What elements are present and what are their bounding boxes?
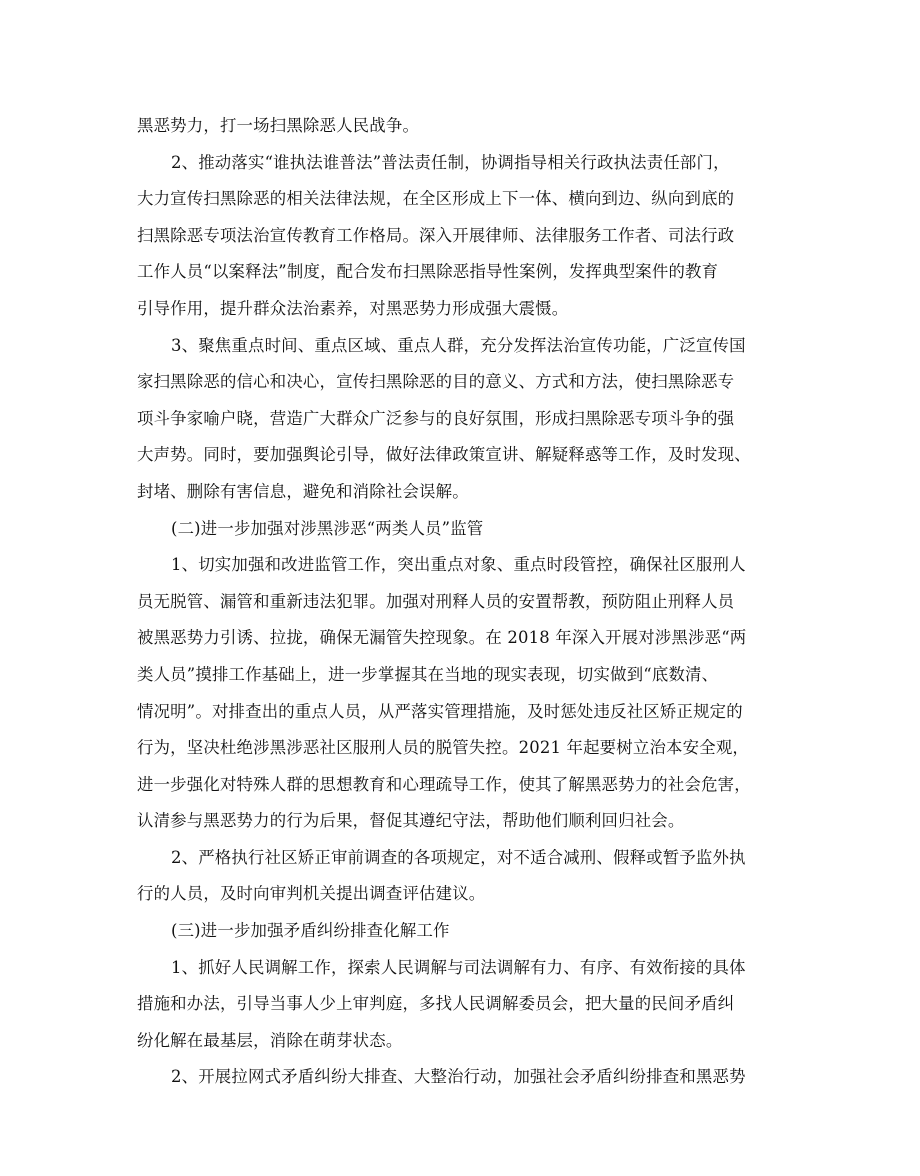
text-line: 类人员”摸排工作基础上，进一步掌握其在当地的现实表现，切实做到“底数清、	[137, 664, 719, 684]
text-line: 措施和办法，引导当事人少上审判庭，多找人民调解委员会，把大量的民间矛盾纠	[137, 994, 735, 1014]
text-line: 2、开展拉网式矛盾纠纷大排查、大整治行动，加强社会矛盾纠纷排查和黑恶势	[171, 1067, 746, 1087]
section-heading: (二)进一步加强对涉黑涉恶“两类人员”监管	[171, 518, 484, 538]
text-line: 3、聚焦重点时间、重点区域、重点人群，充分发挥法治宣传功能，广泛宣传国	[171, 335, 746, 355]
text-line: 2、推动落实“谁执法谁普法”普法责任制，协调指导相关行政执法责任部门，	[171, 152, 730, 172]
text-line: 2、严格执行社区矫正审前调查的各项规定，对不适合减刑、假释或暂予监外执	[171, 847, 746, 867]
section-heading: (三)进一步加强矛盾纠纷排查化解工作	[171, 921, 450, 941]
document-body	[137, 108, 785, 1096]
text-line: 进一步强化对特殊人群的思想教育和心理疏导工作，使其了解黑恶势力的社会危害，	[137, 774, 751, 794]
text-line: 黑恶势力，打一场扫黑除恶人民战争。	[137, 116, 420, 135]
text-line: 封堵、删除有害信息，避免和消除社会误解。	[137, 481, 469, 501]
text-line: 被黑恶势力引诱、拉拢，确保无漏管失控现象。在 2018 年深入开展对涉黑涉恶“两	[137, 628, 747, 648]
text-line: 行为，坚决杜绝涉黑涉恶社区服刑人员的脱管失控。2021 年起要树立治本安全观，	[137, 738, 750, 758]
text-line: 家扫黑除恶的信心和决心，宣传扫黑除恶的目的意义、方式和方法，使扫黑除恶专	[137, 372, 735, 392]
text-line: 1、切实加强和改进监管工作，突出重点对象、重点时段管控，确保社区服刑人	[171, 555, 746, 575]
text-line: 扫黑除恶专项法治宣传教育工作格局。深入开展律师、法律服务工作者、司法行政	[137, 225, 735, 245]
text-line: 员无脱管、漏管和重新违法犯罪。加强对刑释人员的安置帮教，预防阻止刑释人员	[137, 591, 735, 611]
text-line: 1、抓好人民调解工作，探索人民调解与司法调解有力、有序、有效衔接的具体	[171, 957, 746, 977]
text-line: 项斗争家喻户晓，营造广大群众广泛参与的良好氛围，形成扫黑除恶专项斗争的强	[137, 408, 735, 428]
text-line: 情况明”。对排查出的重点人员，从严落实管理措施，及时惩处违反社区矫正规定的	[137, 701, 743, 721]
text-line: 大声势。同时，要加强舆论引导，做好法律政策宣讲、解疑释惑等工作，及时发现、	[137, 445, 751, 465]
text-line: 认清参与黑恶势力的行为后果，督促其遵纪守法，帮助他们顺利回归社会。	[137, 811, 685, 831]
text-line: 行的人员，及时向审判机关提出调查评估建议。	[137, 884, 486, 904]
text-line: 引导作用，提升群众法治素养，对黑恶势力形成强大震慑。	[137, 298, 569, 318]
text-line: 工作人员“以案释法”制度，配合发布扫黑除恶指导性案例，发挥典型案件的教育	[137, 262, 719, 282]
text-line: 大力宣传扫黑除恶的相关法律法规，在全区形成上下一体、横向到边、纵向到底的	[137, 189, 735, 209]
text-line: 纷化解在最基层，消除在萌芽状态。	[137, 1030, 403, 1050]
